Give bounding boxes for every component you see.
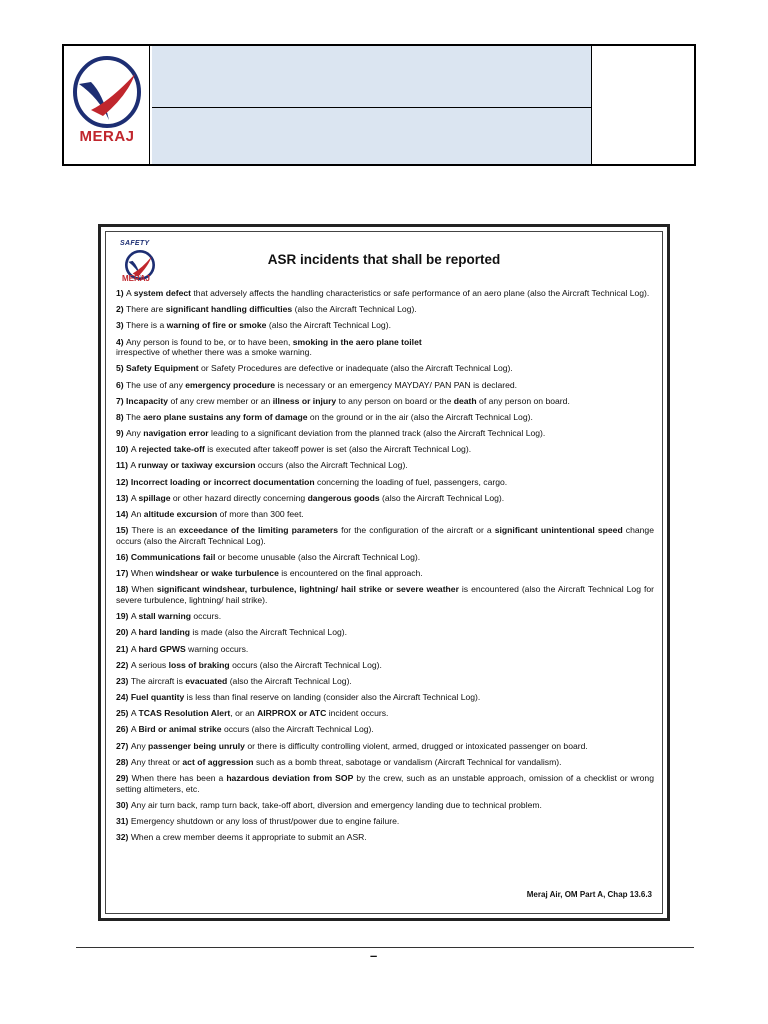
- incident-number: 3): [116, 320, 127, 331]
- incident-key-term: system defect: [133, 288, 192, 298]
- incident-text: to any person on board or the: [336, 395, 454, 406]
- incident-item: [116, 773, 654, 794]
- incident-key-term: warning of fire or smoke: [166, 320, 267, 331]
- incident-number: 26): [116, 724, 131, 735]
- incident-number: 27): [116, 740, 131, 751]
- incident-text: When there has been a: [131, 773, 227, 784]
- incident-key-term: dangerous goods: [307, 492, 380, 503]
- incident-key-term: Incorrect loading or incorrect documentation: [130, 476, 315, 487]
- incident-text: An: [130, 509, 144, 520]
- incident-text: Any person is found to be, or to have been,: [126, 336, 293, 347]
- incident-key-term: hard landing: [138, 627, 191, 638]
- incident-number: 20): [116, 627, 131, 638]
- incident-text: A: [130, 643, 139, 654]
- incident-number: 11): [116, 460, 131, 471]
- meraj-logo: [69, 54, 145, 154]
- incident-item: [116, 337, 654, 358]
- incident-text: or there is difficulty controlling violent, armed, drugged or intoxicated passenger on board.: [244, 740, 588, 751]
- incident-text: or Safety Procedures are defective or inadequate (also the Aircraft Technical Log).: [198, 363, 513, 374]
- incident-key-term: stall warning: [138, 611, 191, 622]
- incident-text: A serious: [130, 659, 169, 670]
- incident-item: [116, 412, 654, 423]
- incident-text: There are: [126, 304, 166, 315]
- incident-item: [116, 568, 654, 579]
- incident-number: 25): [116, 708, 131, 719]
- incident-text: There is an: [131, 525, 179, 536]
- incident-item: [116, 320, 654, 331]
- incident-item: [116, 428, 654, 439]
- incident-key-term: AIRPROX or ATC: [257, 708, 327, 719]
- incident-text: Any air turn back, ramp turn back, take-off abort, diversion and emergency landing due to technical problem.: [130, 799, 542, 810]
- incident-number: 30): [116, 799, 131, 810]
- incident-text: concerning the loading of fuel, passengers, cargo.: [314, 476, 508, 487]
- incident-text: When: [130, 568, 156, 579]
- incident-item: [116, 611, 654, 622]
- reference-note: Meraj Air, OM Part A, Chap 13.6.3: [526, 890, 652, 899]
- incident-number: 13): [116, 492, 131, 503]
- incident-text: is made (also the Aircraft Technical Log).: [190, 627, 348, 638]
- incident-number: 17): [116, 568, 131, 579]
- incident-text: that adversely affects the handling characteristics or safe performance of an aero plane (also the Aircraft Technical Log).: [191, 288, 650, 298]
- header-subtitle-cell: [152, 108, 592, 164]
- incident-number: 23): [116, 675, 131, 686]
- incident-text: of more than 300 feet.: [217, 509, 304, 520]
- incident-key-term: significant windshear, turbulence, lightning/ hail strike or severe weather: [156, 584, 459, 595]
- incident-item: [116, 676, 654, 687]
- incident-key-term: illness or injury: [272, 395, 337, 406]
- incident-text: There is a: [126, 320, 167, 331]
- incident-text: occurs (also the Aircraft Technical Log).: [229, 659, 382, 670]
- incident-number: 10): [116, 444, 131, 455]
- incident-number: 16): [116, 552, 131, 562]
- incident-number: 5): [116, 363, 127, 374]
- header-title-cell: [152, 46, 592, 108]
- footer-divider: [76, 947, 694, 948]
- incident-item: [116, 741, 654, 752]
- incident-text: such as a bomb threat, sabotage or vandalism (Aircraft Technical for vandalism).: [253, 756, 562, 767]
- incident-number: 4): [116, 336, 127, 347]
- incident-key-term: altitude excursion: [143, 509, 218, 520]
- incident-text: of any person on board.: [476, 395, 570, 406]
- header-right-cell: [594, 46, 694, 164]
- incident-key-term: passenger being unruly: [148, 740, 245, 751]
- header-logo-cell: [64, 46, 150, 164]
- incident-item: [116, 627, 654, 638]
- incident-number: 6): [116, 379, 127, 390]
- incident-item: [116, 525, 654, 546]
- incident-text: is necessary or an emergency MAYDAY/ PAN PAN is declared.: [275, 379, 518, 390]
- incident-text: A: [130, 708, 139, 719]
- incident-key-term: loss of braking: [168, 659, 230, 670]
- incident-key-term: spillage: [138, 492, 171, 503]
- incident-text: A: [130, 611, 139, 622]
- incident-text: A: [130, 460, 138, 471]
- incident-text: (also the Aircraft Technical Log).: [379, 492, 505, 503]
- incident-item: [116, 724, 654, 735]
- safety-logo-brand: MERAJ: [122, 274, 151, 283]
- incident-text: is executed after takeoff power is set (also the Aircraft Technical Log).: [204, 444, 472, 455]
- incident-number: 29): [116, 773, 132, 784]
- incident-text: (also the Aircraft Technical Log).: [266, 320, 391, 331]
- incident-text: on the ground or in the air (also the Aircraft Technical Log).: [307, 411, 533, 422]
- incident-item: [116, 552, 654, 563]
- incident-key-term: hard GPWS: [138, 643, 186, 654]
- incident-item: [116, 660, 654, 671]
- incident-number: 18): [116, 584, 132, 595]
- incident-item: [116, 832, 654, 843]
- notice-inner-frame: [105, 231, 663, 914]
- incident-item: [116, 584, 654, 605]
- meraj-emblem-icon: [69, 54, 145, 130]
- incident-number: 21): [116, 643, 131, 654]
- incident-key-term: runway or taxiway excursion: [138, 460, 256, 471]
- incident-text: When a crew member deems it appropriate to submit an ASR.: [130, 832, 367, 843]
- incident-text: A: [130, 444, 139, 455]
- incident-item: [116, 288, 654, 299]
- incident-text: by the crew, such as an unstable approach, omission of a checklist or wrong setting altimeters, etc.: [116, 773, 654, 794]
- incident-number: 12): [116, 476, 131, 487]
- incident-item: [116, 644, 654, 655]
- incident-key-term: rejected take-off: [138, 444, 205, 455]
- incident-number: 1): [116, 288, 127, 298]
- incident-key-term: smoking in the aero plane toilet: [292, 336, 422, 347]
- incident-item: [116, 692, 654, 703]
- incident-text: occurs (also the Aircraft Technical Log).: [221, 724, 374, 735]
- safety-logo-text: SAFETY: [120, 240, 150, 247]
- incident-item: [116, 816, 654, 827]
- document-header-table: [62, 44, 696, 166]
- logo-brand-text: MERAJ: [79, 128, 135, 145]
- incident-text: or other hazard directly concerning: [170, 492, 308, 503]
- incident-number: 28): [116, 756, 131, 767]
- incident-text: The: [126, 411, 144, 422]
- incident-text: leading to a significant deviation from the planned track (also the Aircraft Technical Log).: [208, 428, 546, 439]
- incident-key-term: Fuel quantity: [130, 692, 185, 703]
- incident-text: A: [130, 724, 139, 735]
- incident-number: 32): [116, 832, 131, 843]
- incident-text: The use of any: [126, 379, 186, 390]
- incident-text: irrespective of whether there was a smoke warning.: [116, 347, 312, 358]
- incident-text: A: [130, 627, 139, 638]
- incident-number: 9): [116, 428, 127, 439]
- incident-text: incident occurs.: [326, 708, 389, 719]
- incident-text: is encountered (also the Aircraft Technical Log for severe turbulence, lightning/ hail strike).: [116, 584, 654, 605]
- incident-item: [116, 396, 654, 407]
- incident-number: 24): [116, 692, 131, 703]
- incident-text: change occurs (also the Aircraft Technical Log).: [116, 525, 654, 546]
- incident-number: 15): [116, 525, 132, 536]
- incident-key-term: windshear or wake turbulence: [155, 568, 279, 579]
- incident-text: A: [130, 492, 139, 503]
- incident-key-term: hazardous deviation from SOP: [226, 773, 354, 784]
- incident-text: Emergency shutdown or any loss of thrust/power due to engine failure.: [130, 816, 400, 826]
- incident-list: [116, 288, 654, 848]
- incident-item: [116, 380, 654, 391]
- asr-notice-box: [98, 224, 670, 921]
- incident-number: 22): [116, 659, 131, 670]
- incident-text: The aircraft is: [130, 675, 186, 686]
- incident-item: [116, 460, 654, 471]
- incident-item: [116, 444, 654, 455]
- incident-key-term: Communications fail: [130, 552, 216, 562]
- incident-key-term: Incapacity: [126, 395, 169, 406]
- page-number-mark: –: [370, 948, 378, 963]
- incident-text: or become unusable (also the Aircraft Technical Log).: [215, 552, 421, 562]
- incident-item: [116, 509, 654, 520]
- incident-text: (also the Aircraft Technical Log).: [227, 675, 352, 686]
- incident-number: 14): [116, 509, 131, 520]
- incident-number: 19): [116, 611, 131, 622]
- incident-text: is encountered on the final approach.: [278, 568, 423, 579]
- notice-title: ASR incidents that shall be reported: [267, 252, 501, 267]
- incident-text: Any: [126, 428, 144, 439]
- incident-text: occurs (also the Aircraft Technical Log).: [255, 460, 408, 471]
- incident-key-term: significant handling difficulties: [165, 304, 293, 315]
- incident-item: [116, 708, 654, 719]
- incident-number: 2): [116, 304, 127, 315]
- incident-item: [116, 757, 654, 768]
- incident-key-term: TCAS Resolution Alert: [138, 708, 231, 719]
- incident-key-term: emergency procedure: [185, 379, 276, 390]
- incident-text: Any: [130, 740, 149, 751]
- incident-key-term: exceedance of the limiting parameters: [179, 525, 338, 536]
- incident-text: , or an: [230, 708, 258, 719]
- incident-text: is less than final reserve on landing (consider also the Aircraft Technical Log).: [184, 692, 481, 703]
- incident-item: [116, 363, 654, 374]
- incident-key-term: navigation error: [143, 428, 209, 439]
- incident-text: of any crew member or an: [168, 395, 273, 406]
- incident-key-term: Bird or animal strike: [138, 724, 222, 735]
- incident-number: 31): [116, 816, 131, 826]
- incident-number: 8): [116, 411, 127, 422]
- incident-item: [116, 304, 654, 315]
- incident-key-term: Safety Equipment: [126, 363, 199, 374]
- incident-text: warning occurs.: [185, 643, 249, 654]
- incident-item: [116, 477, 654, 488]
- incident-key-term: death: [453, 395, 477, 406]
- incident-key-term: aero plane sustains any form of damage: [143, 411, 308, 422]
- incident-text: Any threat or: [130, 756, 183, 767]
- incident-number: 7): [116, 395, 127, 406]
- incident-text: occurs.: [191, 611, 222, 622]
- incident-text: for the configuration of the aircraft or a: [337, 525, 495, 536]
- incident-text: (also the Aircraft Technical Log).: [292, 304, 417, 315]
- incident-item: [116, 800, 654, 811]
- incident-text: When: [131, 584, 157, 595]
- incident-key-term: act of aggression: [182, 756, 254, 767]
- incident-key-term: significant unintentional speed: [494, 525, 623, 536]
- incident-key-term: evacuated: [185, 675, 228, 686]
- incident-item: [116, 493, 654, 504]
- incident-text: A: [126, 288, 134, 298]
